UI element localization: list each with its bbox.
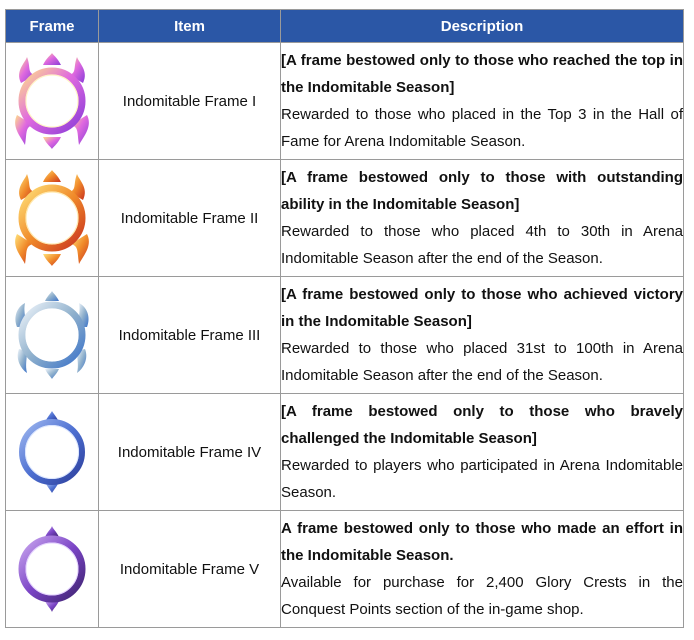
description-text: Rewarded to those who placed 4th to 30th in Arena Indomitable Season after the end of the Season. <box>281 223 683 267</box>
description <box>281 277 684 394</box>
description-text: Rewarded to those who placed in the Top 3 in the Hall of Fame for Arena Indomitable Season. <box>281 106 683 150</box>
silver-blue-winged-ring-icon <box>13 287 91 383</box>
table-header-row <box>6 10 684 43</box>
description <box>281 43 684 160</box>
description-title: [A frame bestowed only to those who achieved victory in the Indomitable Season] <box>281 286 683 330</box>
description-text: Rewarded to players who participated in Arena Indomitable Season. <box>281 457 683 501</box>
blue-ring-icon <box>13 404 91 500</box>
item-name: Indomitable Frame III <box>99 277 281 394</box>
table-row <box>6 160 684 277</box>
description <box>281 394 684 511</box>
orange-flame-ring-icon <box>13 170 91 266</box>
item-name: Indomitable Frame I <box>99 43 281 160</box>
item-name: Indomitable Frame IV <box>99 394 281 511</box>
header-description: Description <box>281 10 684 43</box>
header-item: Item <box>99 10 281 43</box>
description-title: [A frame bestowed only to those who reached the top in the Indomitable Season] <box>281 52 683 96</box>
frames-table <box>5 9 684 628</box>
table-row <box>6 43 684 160</box>
description-title: [A frame bestowed only to those with outstanding ability in the Indomitable Season] <box>281 169 683 213</box>
table-row <box>6 277 684 394</box>
header-frame: Frame <box>6 10 99 43</box>
gold-purple-flame-ring-icon <box>13 53 91 149</box>
description <box>281 160 684 277</box>
item-name: Indomitable Frame V <box>99 511 281 628</box>
purple-ring-icon <box>13 521 91 617</box>
description-text: Rewarded to those who placed 31st to 100th in Arena Indomitable Season after the end of the Season. <box>281 340 683 384</box>
table-row <box>6 394 684 511</box>
description-title: [A frame bestowed only to those who bravely challenged the Indomitable Season] <box>281 403 683 447</box>
table-row <box>6 511 684 628</box>
description-text: Available for purchase for 2,400 Glory Crests in the Conquest Points section of the in-game shop. <box>281 574 683 618</box>
description-title: A frame bestowed only to those who made an effort in the Indomitable Season. <box>281 520 683 564</box>
description <box>281 511 684 628</box>
item-name: Indomitable Frame II <box>99 160 281 277</box>
